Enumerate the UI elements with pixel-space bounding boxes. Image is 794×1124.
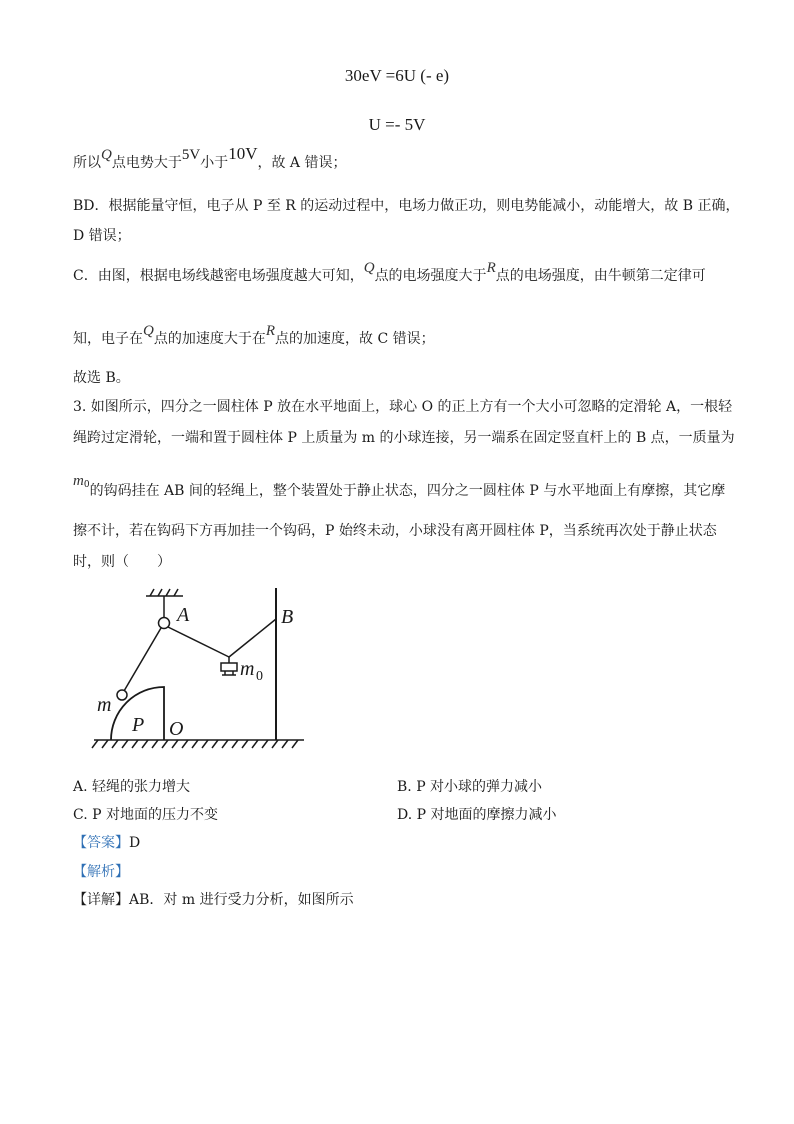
detail-tag: 【详解】 [73, 892, 129, 908]
solution-line-bd-1: BD．根据能量守恒，电子从 P 至 R 的运动过程中，电场力做正功，则电势能减小，动能增大，故 B 正确， [73, 198, 740, 214]
hook-weight [221, 657, 237, 675]
option-b: B. P 对小球的弹力减小 [397, 779, 543, 795]
option-c: C. P 对地面的压力不变 [73, 807, 218, 823]
rope-to-ball [124, 628, 161, 691]
question-line-4: 擦不计，若在钩码下方再加挂一个钩码，P 始终未动，小球没有离开圆柱体 P，当系统再次处于静止状态 [73, 523, 717, 539]
solution-line-c-2: 知，电子在Q点的加速度大于在R点的加速度，故 C 错误； [73, 323, 435, 347]
answer-line [73, 833, 140, 853]
physics-figure [88, 583, 318, 753]
solution-line-c-1: C．由图，根据电场线越密电场强度越大可知，Q点的电场强度大于R点的电场强度，由牛顿第二定律可 [73, 260, 706, 284]
equation-energy: 30eV =6U (- e) [344, 66, 450, 85]
label-m0: m [240, 658, 255, 680]
question-line-5: 时，则（ ） [73, 554, 171, 570]
option-a: A. 轻绳的张力增大 [73, 779, 191, 795]
question-line-2: 绳跨过定滑轮，一端和置于圆柱体 P 上质量为 m 的小球连接，另一端系在固定竖直杆上的 B 点，一质量为 [73, 430, 735, 446]
analysis-line [73, 862, 129, 882]
pulley-a [159, 618, 170, 629]
rope-to-b [229, 619, 276, 657]
question-line-3: $m^0$的钩码挂在 AB 间的轻绳上，整个装置处于静止状态，四分之一圆柱体 P 与水平地面上有摩擦，其它摩 [73, 473, 726, 499]
answer-value: D [129, 835, 141, 851]
question-line-1: 3. 如图所示，四分之一圆柱体 P 放在水平地面上，球心 O 的正上方有一个大小可忽略的定滑轮 A，一根轻 [73, 399, 733, 415]
answer-tag: 【答案】 [73, 835, 129, 851]
label-a: A [177, 604, 190, 626]
option-d: D. P 对地面的摩擦力减小 [397, 807, 557, 823]
label-m0-sub: 0 [256, 669, 263, 684]
ball-m [117, 690, 127, 700]
solution-line-choose: 故选 B。 [73, 370, 130, 386]
solution-line-q-potential: 所以Q点电势大于5V小于10V，故 A 错误； [73, 144, 347, 171]
label-o: O [169, 718, 184, 740]
detail-line [73, 890, 354, 910]
label-p: P [132, 714, 145, 736]
analysis-tag: 【解析】 [73, 864, 129, 880]
solution-line-bd-2: D 错误； [73, 228, 131, 244]
equation-voltage: U =- 5V [368, 115, 426, 134]
detail-text: AB．对 m 进行受力分析，如图所示 [129, 892, 354, 908]
label-m: m [97, 694, 112, 716]
rope-to-hook [168, 627, 229, 657]
label-b: B [281, 606, 294, 628]
ground [92, 740, 304, 748]
